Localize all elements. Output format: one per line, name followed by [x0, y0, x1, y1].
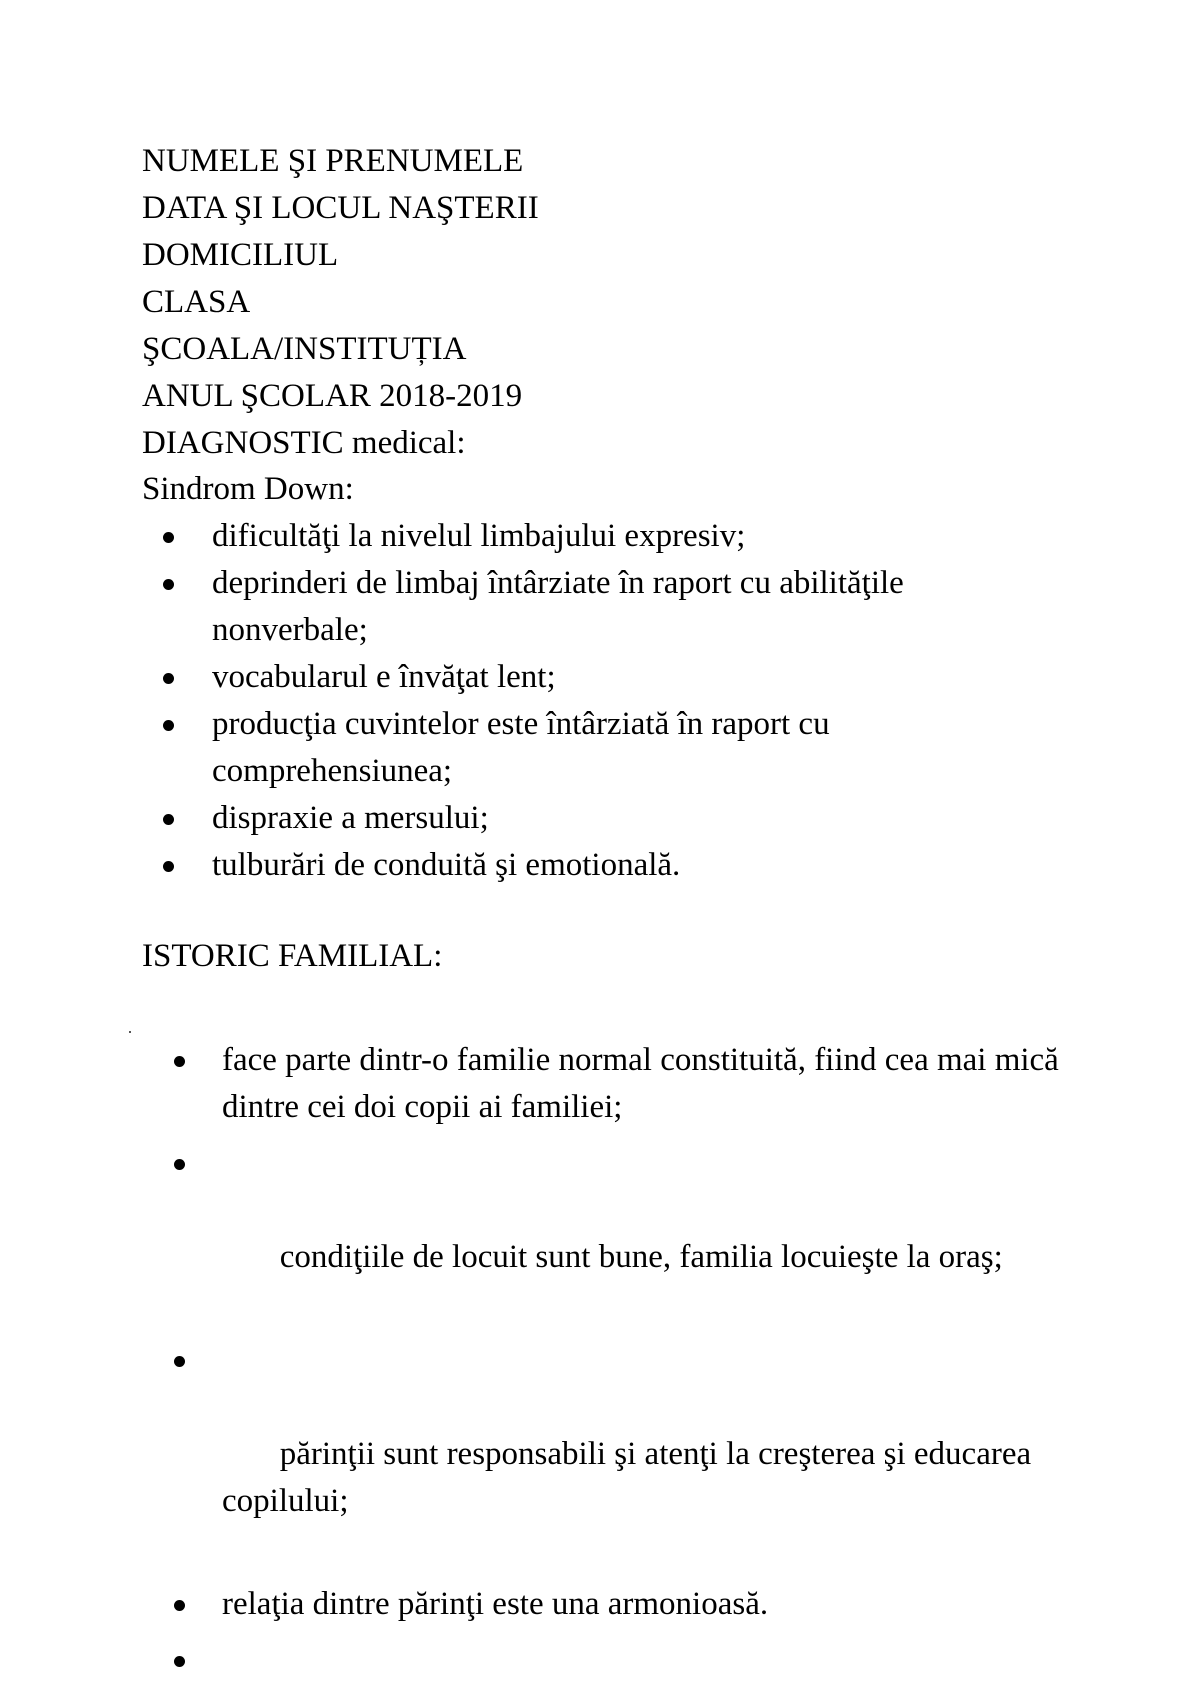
list-item — [222, 1140, 1072, 1328]
list-item — [212, 513, 1032, 560]
list-item — [212, 842, 1032, 889]
list-item — [212, 701, 1032, 795]
bullet-icon — [174, 1056, 185, 1067]
list-item — [222, 1637, 1072, 1684]
bullet-icon — [163, 861, 174, 872]
list-item — [222, 1037, 1072, 1131]
list-item — [212, 795, 1032, 842]
list-item-text: condiţiile de locuit sunt bune, familia locuieşte la oraş; — [271, 1239, 1003, 1275]
bullet-icon — [174, 1600, 185, 1611]
field-syndrome: Sindrom Down: — [142, 471, 354, 507]
list-item — [222, 1337, 1072, 1572]
bullet-icon — [174, 1159, 185, 1170]
bullet-icon — [163, 579, 174, 590]
stray-mark — [129, 1031, 131, 1033]
field-diagnostic: DIAGNOSTIC medical: — [142, 425, 466, 461]
list-item-text: deprinderi de limbaj întârziate în raport cu abilităţile nonverbale; — [212, 565, 904, 648]
list-item — [212, 654, 1032, 701]
bullet-icon — [163, 720, 174, 731]
list-item-text: dispraxie a mersului; — [212, 800, 489, 836]
bullet-icon — [163, 532, 174, 543]
field-name: NUMELE ŞI PRENUMELE — [142, 143, 524, 179]
list-item-text: tulburări de conduită şi emotională. — [212, 847, 681, 883]
list-item-text: părinţii sunt responsabili şi atenţi la creşterea şi educarea copilului; — [222, 1436, 1040, 1519]
field-class: CLASA — [142, 284, 251, 320]
bullet-icon — [174, 1656, 185, 1667]
list-item-text: dificultăţi la nivelul limbajului expresiv; — [212, 518, 746, 554]
diagnostic-list — [212, 513, 1032, 889]
field-school-year: ANUL ŞCOLAR 2018-2019 — [142, 378, 523, 414]
list-item-text: vocabularul e învăţat lent; — [212, 659, 556, 695]
list-item-text: relaţia dintre părinţi este una armonioasă. — [222, 1586, 769, 1622]
bullet-icon — [174, 1356, 185, 1367]
family-heading: ISTORIC FAMILIAL: — [142, 938, 443, 974]
field-school: ŞCOALA/INSTITUȚIA — [142, 331, 467, 367]
family-list — [222, 1037, 1072, 1684]
list-item — [222, 1581, 1072, 1628]
bullet-icon — [163, 673, 174, 684]
field-domicile: DOMICILIUL — [142, 237, 339, 273]
field-birth: DATA ŞI LOCUL NAŞTERII — [142, 190, 539, 226]
bullet-icon — [163, 814, 174, 825]
list-item-text: face parte dintr-o familie normal constituită, fiind cea mai mică dintre cei doi copii ai familiei; — [222, 1042, 1059, 1125]
list-item-text: producţia cuvintelor este întârziată în raport cu comprehensiunea; — [212, 706, 830, 789]
list-item — [212, 560, 1032, 654]
